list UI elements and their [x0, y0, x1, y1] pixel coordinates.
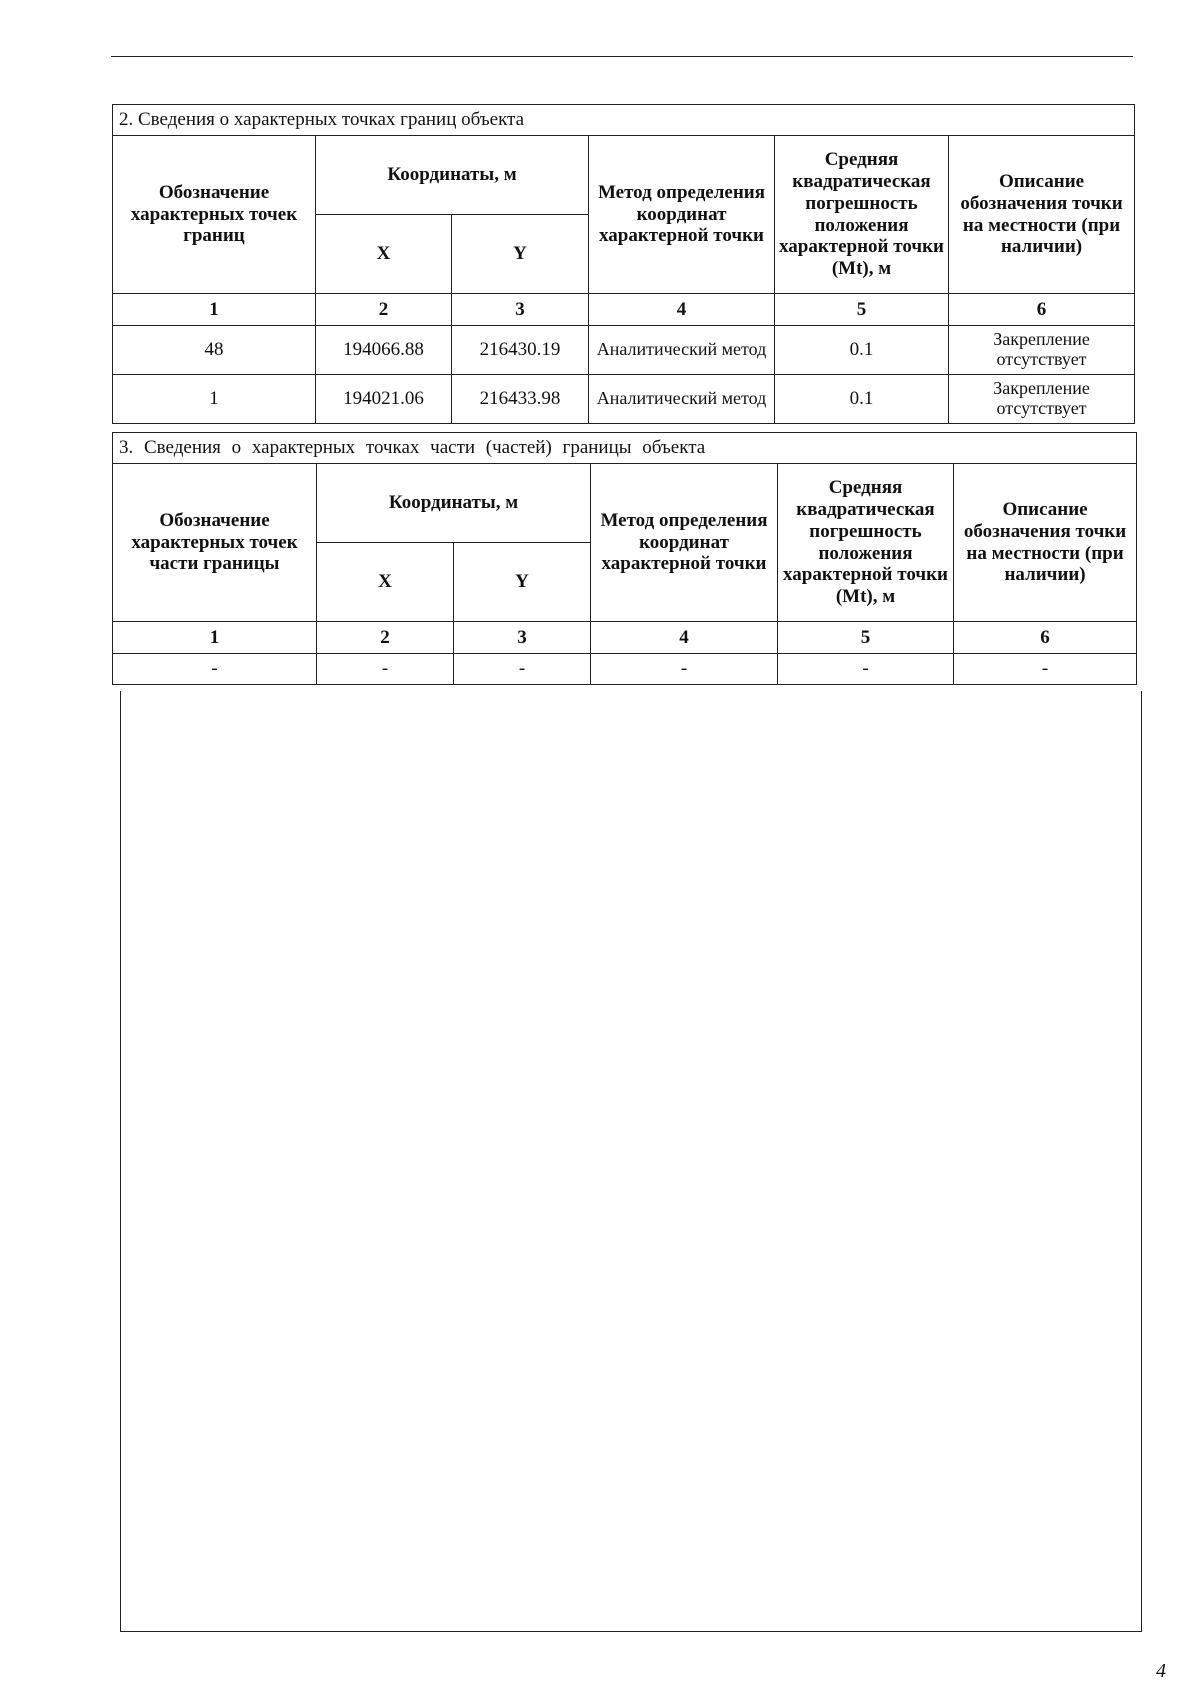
- cell-description: -: [954, 654, 1137, 685]
- table-row: [113, 326, 1135, 375]
- col-number: 5: [775, 294, 949, 326]
- cell-description: Закрепление отсутствует: [949, 375, 1135, 424]
- empty-content-frame: [120, 691, 1142, 1632]
- top-rule: [111, 56, 1133, 57]
- header-error: Средняя квадратическая погрешность положения характерной точки (Mt), м: [775, 136, 949, 294]
- col-number: 4: [591, 622, 778, 654]
- cell-point: -: [113, 654, 317, 685]
- header-description: Описание обозначения точки на местности (при наличии): [949, 136, 1135, 294]
- cell-method: Аналитический метод: [589, 375, 775, 424]
- cell-method: Аналитический метод: [589, 326, 775, 375]
- cell-error: -: [778, 654, 954, 685]
- table-row: [113, 375, 1135, 424]
- cell-x: 194066.88: [316, 326, 452, 375]
- col-number: 3: [454, 622, 591, 654]
- col-number: 6: [954, 622, 1137, 654]
- col-number: 1: [113, 294, 316, 326]
- header-description: Описание обозначения точки на местности (при наличии): [954, 464, 1137, 622]
- section-title: 3. Сведения о характерных точках части (частей) границы объекта: [113, 433, 1137, 464]
- col-number: 2: [317, 622, 454, 654]
- col-number: 3: [452, 294, 589, 326]
- cell-error: 0.1: [775, 326, 949, 375]
- cell-y: 216430.19: [452, 326, 589, 375]
- cell-x: 194021.06: [316, 375, 452, 424]
- page-number: 4: [1156, 1660, 1166, 1682]
- header-y: Y: [454, 543, 591, 622]
- cell-y: 216433.98: [452, 375, 589, 424]
- cell-point: 48: [113, 326, 316, 375]
- table-row: [113, 654, 1137, 685]
- header-designation: Обозначение характерных точек границ: [113, 136, 316, 294]
- header-method: Метод определения координат характерной точки: [591, 464, 778, 622]
- part-boundary-points-table: [112, 432, 1137, 685]
- cell-error: 0.1: [775, 375, 949, 424]
- header-y: Y: [452, 215, 589, 294]
- col-number: 1: [113, 622, 317, 654]
- col-number: 6: [949, 294, 1135, 326]
- col-number: 4: [589, 294, 775, 326]
- cell-x: -: [317, 654, 454, 685]
- boundary-points-table: [112, 104, 1135, 424]
- col-number: 2: [316, 294, 452, 326]
- header-coordinates: Координаты, м: [316, 136, 589, 215]
- header-error: Средняя квадратическая погрешность положения характерной точки (Mt), м: [778, 464, 954, 622]
- header-designation: Обозначение характерных точек части границы: [113, 464, 317, 622]
- col-number: 5: [778, 622, 954, 654]
- header-coordinates: Координаты, м: [317, 464, 591, 543]
- header-x: X: [317, 543, 454, 622]
- header-x: X: [316, 215, 452, 294]
- cell-y: -: [454, 654, 591, 685]
- cell-method: -: [591, 654, 778, 685]
- header-method: Метод определения координат характерной точки: [589, 136, 775, 294]
- cell-point: 1: [113, 375, 316, 424]
- section-title: 2. Сведения о характерных точках границ объекта: [113, 105, 1135, 136]
- cell-description: Закрепление отсутствует: [949, 326, 1135, 375]
